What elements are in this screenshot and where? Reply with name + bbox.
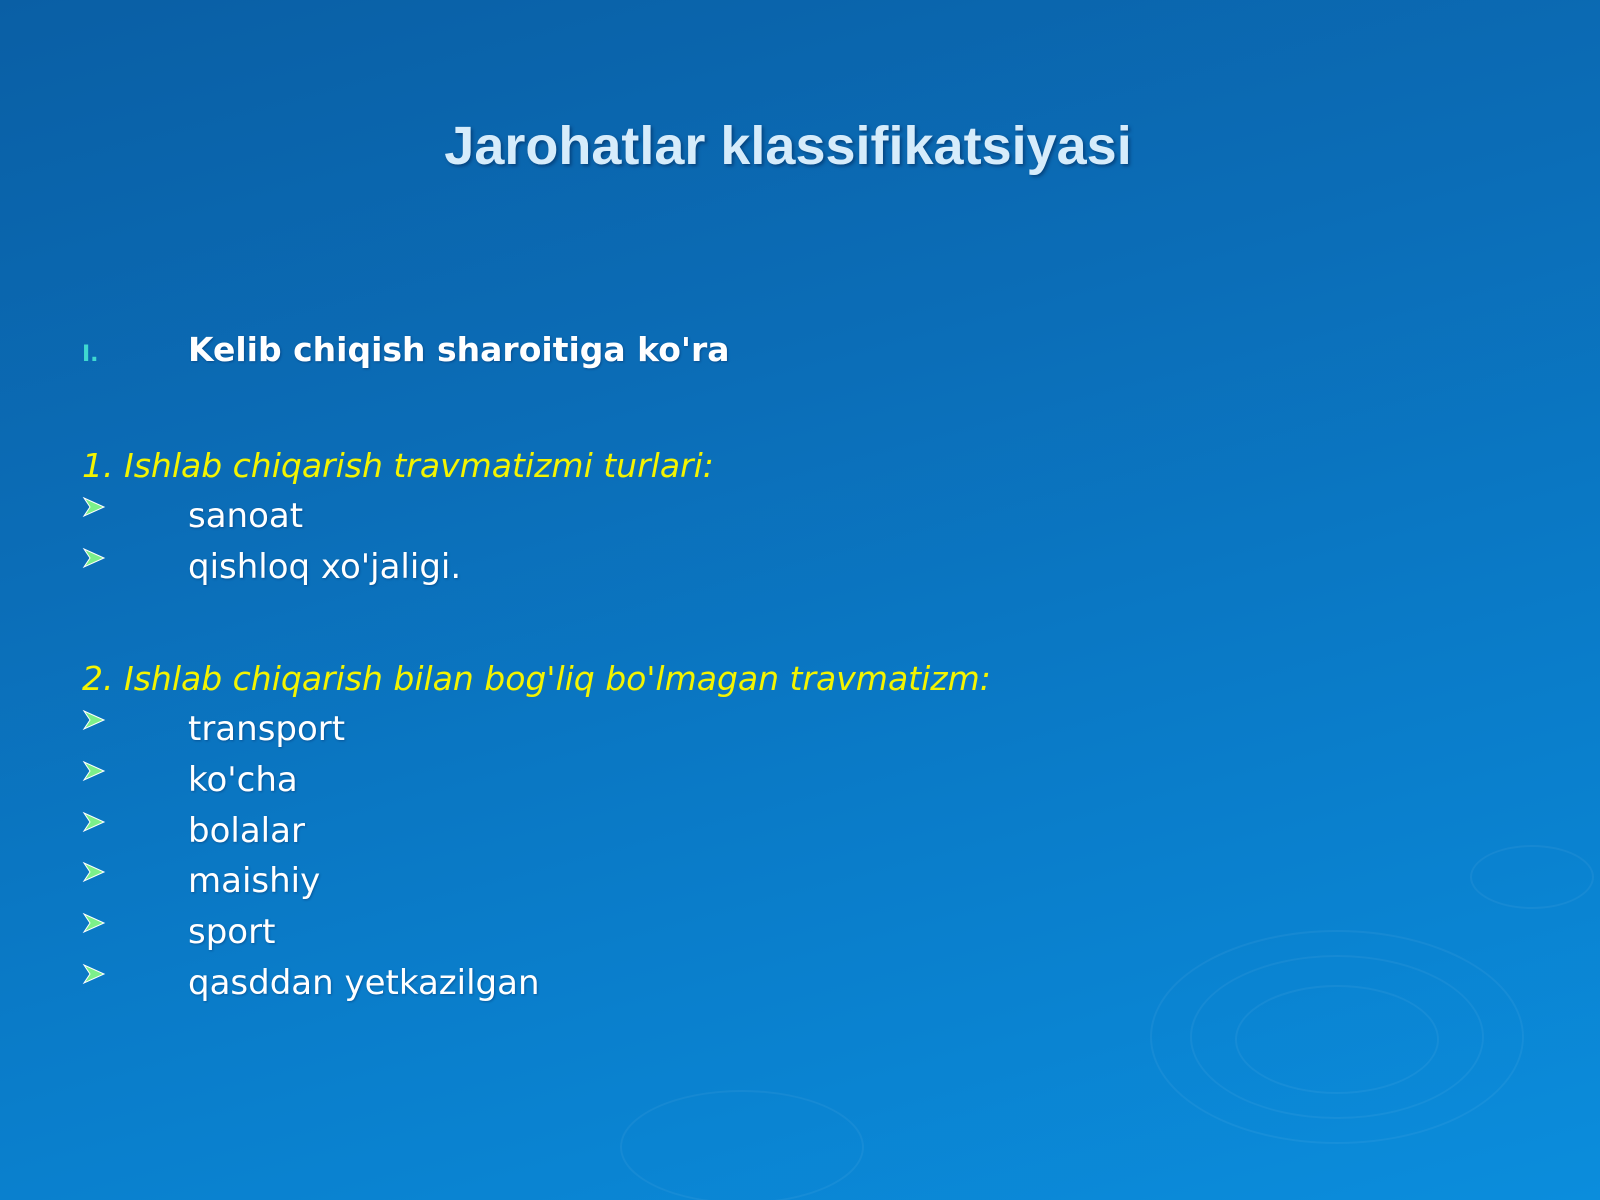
list-item-text: transport bbox=[188, 708, 346, 749]
arrowhead-bullet-icon bbox=[82, 907, 188, 957]
arrowhead-bullet-icon bbox=[82, 958, 188, 1008]
list-item-text: maishiy bbox=[188, 861, 321, 902]
arrowhead-bullet-icon bbox=[82, 806, 188, 856]
slide-content bbox=[82, 330, 1532, 1008]
list-item-text: qasddan yetkazilgan bbox=[188, 962, 540, 1003]
slide-title: Jarohatlar klassifikatsiyasi bbox=[444, 116, 1132, 176]
section-non-industrial bbox=[82, 654, 1532, 1009]
section-subtitle: 1. Ishlab chiqarish travmatizmi turlari: bbox=[82, 446, 714, 485]
roman-numeral-marker: I. bbox=[82, 342, 99, 367]
section-items bbox=[82, 491, 1532, 593]
list-item bbox=[82, 542, 1532, 593]
arrowhead-bullet-icon bbox=[82, 704, 188, 754]
section-subtitle: 2. Ishlab chiqarish bilan bog'liq bo'lmagan travmatizm: bbox=[82, 658, 991, 698]
list-item-text: sport bbox=[188, 912, 276, 953]
list-item bbox=[82, 754, 1532, 805]
list-item-text: qishloq xo'jaligi. bbox=[188, 547, 462, 588]
list-item bbox=[82, 856, 1532, 907]
section-items bbox=[82, 704, 1532, 1009]
list-item-text: bolalar bbox=[188, 810, 305, 851]
heading-text: Kelib chiqish sharoitiga ko'ra bbox=[188, 330, 730, 369]
ripple-decoration bbox=[620, 1090, 864, 1200]
list-item-text: sanoat bbox=[188, 496, 304, 537]
arrowhead-bullet-icon bbox=[82, 491, 188, 541]
list-item bbox=[82, 805, 1532, 856]
list-item bbox=[82, 958, 1532, 1009]
list-item bbox=[82, 704, 1532, 755]
classification-heading bbox=[82, 330, 1532, 380]
list-item bbox=[82, 491, 1532, 542]
list-item-text: ko'cha bbox=[188, 759, 298, 800]
arrowhead-bullet-icon bbox=[82, 542, 188, 592]
list-item bbox=[82, 907, 1532, 958]
arrowhead-bullet-icon bbox=[82, 856, 188, 906]
section-industrial bbox=[82, 441, 1532, 593]
arrowhead-bullet-icon bbox=[82, 755, 188, 805]
